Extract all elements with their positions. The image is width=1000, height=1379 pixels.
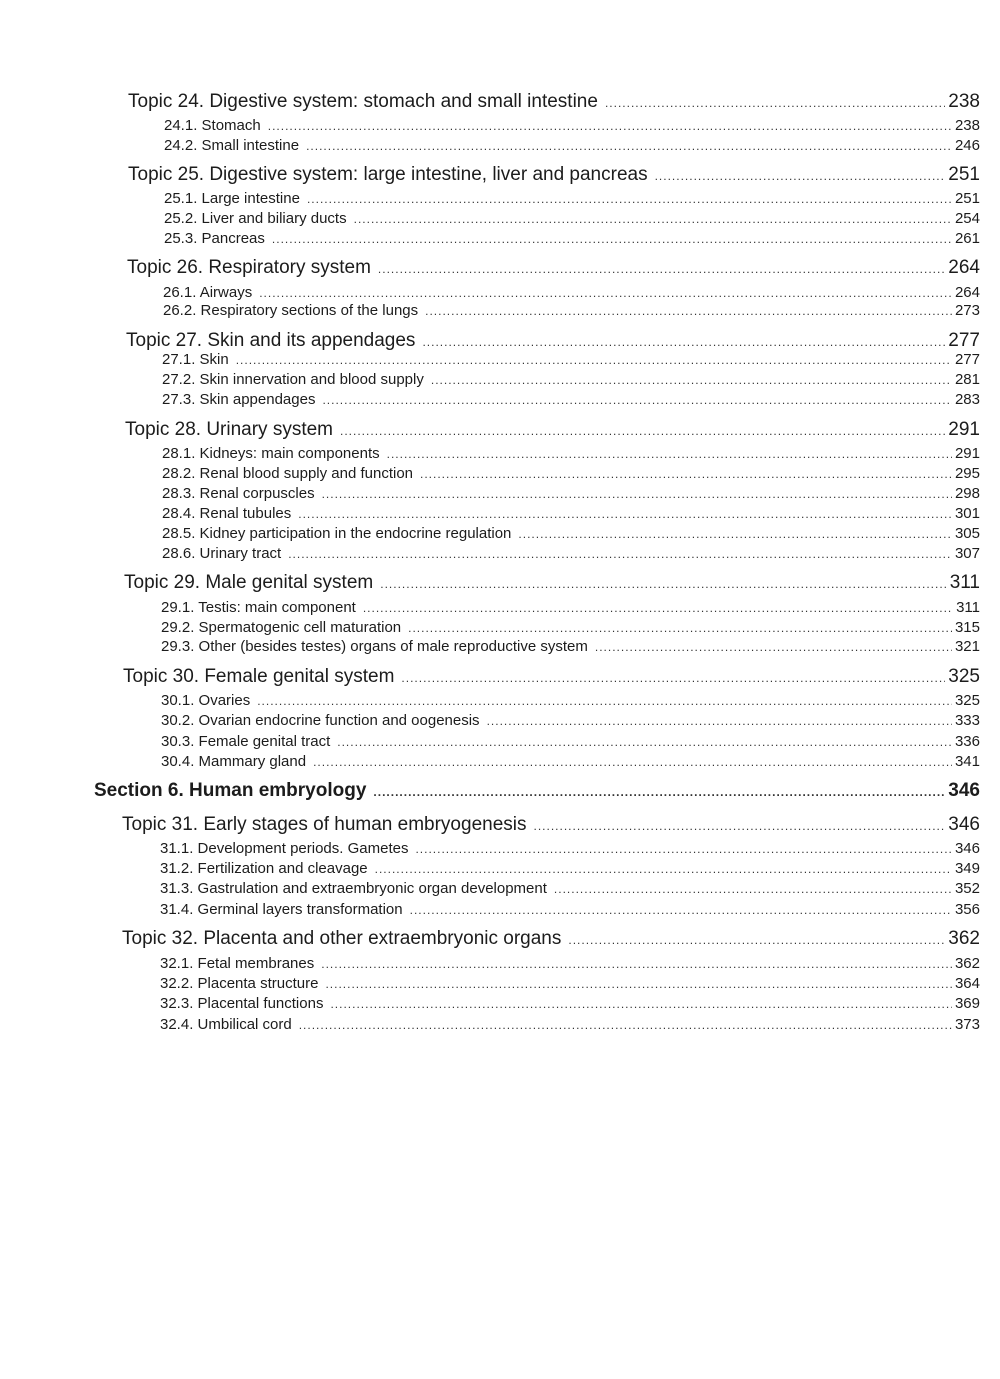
- toc-entry-label: 30.3. Female genital tract: [161, 733, 331, 750]
- dot-leader: [272, 233, 952, 245]
- toc-subtopic-entry[interactable]: [161, 638, 980, 655]
- toc-entry-label: Topic 25. Digestive system: large intestine, liver and pancreas: [128, 164, 648, 185]
- toc-page-number: 321: [954, 638, 980, 655]
- toc-page-number: 356: [954, 901, 980, 918]
- toc-entry-label: 25.2. Liver and biliary ducts: [164, 210, 347, 227]
- dot-leader: [354, 213, 952, 225]
- toc-page-number: 246: [954, 137, 980, 154]
- toc-entry-label: Topic 24. Digestive system: stomach and small intestine: [128, 91, 598, 112]
- toc-subtopic-entry[interactable]: [162, 351, 980, 368]
- toc-entry-label: 30.1. Ovaries: [161, 692, 251, 709]
- toc-page-number: 283: [954, 391, 980, 408]
- toc-entry-label: 27.2. Skin innervation and blood supply: [162, 371, 424, 388]
- dot-leader: [415, 843, 952, 855]
- toc-topic-entry[interactable]: [127, 257, 980, 279]
- toc-page-number: 341: [954, 753, 980, 770]
- toc-page-number: 311: [949, 572, 980, 593]
- toc-page-number: 349: [954, 860, 980, 877]
- toc-subtopic-entry[interactable]: [161, 692, 980, 709]
- toc-entry-label: 31.1. Development periods. Gametes: [160, 840, 409, 857]
- toc-entry-label: Section 6. Human embryology: [94, 780, 367, 801]
- toc-entry-label: Topic 28. Urinary system: [125, 419, 334, 440]
- toc-subtopic-entry[interactable]: [162, 371, 980, 388]
- dot-leader: [380, 578, 946, 590]
- toc-page-number: 261: [954, 230, 980, 247]
- dot-leader: [487, 715, 952, 727]
- toc-page-number: 346: [954, 840, 980, 857]
- toc-page-number: 291: [954, 445, 980, 462]
- toc-section-entry[interactable]: [94, 780, 980, 802]
- dot-leader: [554, 883, 952, 895]
- dot-leader: [425, 305, 952, 317]
- dot-leader: [322, 394, 952, 406]
- dot-leader: [337, 736, 952, 748]
- toc-subtopic-entry[interactable]: [164, 210, 980, 227]
- toc-subtopic-entry[interactable]: [160, 1016, 980, 1033]
- toc-subtopic-entry[interactable]: [164, 190, 980, 207]
- toc-page-number: 301: [954, 505, 980, 522]
- dot-leader: [257, 695, 952, 707]
- toc-page-number: 325: [954, 692, 980, 709]
- toc-subtopic-entry[interactable]: [160, 901, 980, 918]
- toc-subtopic-entry[interactable]: [161, 733, 980, 750]
- toc-page-number: 325: [948, 666, 980, 687]
- toc-page-number: 346: [948, 780, 980, 801]
- toc-entry-label: Topic 30. Female genital system: [123, 666, 395, 687]
- toc-entry-label: Topic 31. Early stages of human embryogenesis: [122, 814, 527, 835]
- toc-page-number: 362: [948, 928, 980, 949]
- toc-entry-label: 28.4. Renal tubules: [162, 505, 292, 522]
- dot-leader: [655, 170, 946, 182]
- toc-page-number: 373: [954, 1016, 980, 1033]
- dot-leader: [306, 140, 952, 152]
- toc-entry-label: 29.2. Spermatogenic cell maturation: [161, 619, 402, 636]
- toc-subtopic-entry[interactable]: [160, 975, 980, 992]
- dot-leader: [431, 374, 952, 386]
- toc-entry-label: Topic 26. Respiratory system: [127, 257, 371, 278]
- toc-page-number: 311: [956, 599, 980, 616]
- toc-entry-label: 24.2. Small intestine: [164, 137, 300, 154]
- dot-leader: [340, 425, 945, 437]
- toc-subtopic-entry[interactable]: [160, 995, 980, 1012]
- toc-topic-entry[interactable]: [122, 814, 980, 836]
- toc-page-number: 346: [948, 814, 980, 835]
- toc-topic-entry[interactable]: [122, 928, 980, 950]
- dot-leader: [408, 622, 952, 634]
- toc-entry-label: 32.4. Umbilical cord: [160, 1016, 292, 1033]
- toc-page-number: 254: [954, 210, 980, 227]
- toc-page-number: 291: [948, 419, 980, 440]
- toc-page-number: 264: [954, 284, 980, 301]
- toc-page-number: 295: [954, 465, 980, 482]
- toc-subtopic-entry[interactable]: [164, 137, 980, 154]
- dot-leader: [401, 672, 945, 684]
- toc-page-number: 277: [954, 351, 980, 368]
- toc-entry-label: 28.6. Urinary tract: [162, 545, 282, 562]
- toc-entry-label: 26.1. Airways: [163, 284, 253, 301]
- toc-topic-entry[interactable]: [123, 666, 980, 688]
- toc-subtopic-entry[interactable]: [164, 230, 980, 247]
- toc-entry-label: 32.3. Placental functions: [160, 995, 324, 1012]
- toc-entry-label: 31.2. Fertilization and cleavage: [160, 860, 368, 877]
- dot-leader: [422, 336, 945, 348]
- toc-entry-label: 32.1. Fetal membranes: [160, 955, 315, 972]
- toc-entry-label: Topic 27. Skin and its appendages: [126, 330, 416, 351]
- toc-page-number: 362: [954, 955, 980, 972]
- toc-page-number: 305: [954, 525, 980, 542]
- dot-leader: [321, 958, 952, 970]
- toc-page-number: 281: [954, 371, 980, 388]
- toc-entry-label: 30.2. Ovarian endocrine function and oogenesis: [161, 712, 480, 729]
- dot-leader: [568, 934, 945, 946]
- dot-leader: [595, 641, 952, 653]
- toc-topic-entry[interactable]: [125, 419, 980, 441]
- toc-entry-label: 29.1. Testis: main component: [161, 599, 356, 616]
- toc-page-number: 251: [954, 190, 980, 207]
- toc-entry-label: 25.1. Large intestine: [164, 190, 300, 207]
- toc-topic-entry[interactable]: [124, 572, 980, 594]
- toc-subtopic-entry[interactable]: [162, 445, 980, 462]
- toc-page-number: 369: [954, 995, 980, 1012]
- toc-entry-label: 31.3. Gastrulation and extraembryonic organ development: [160, 880, 547, 897]
- toc-page-number: 298: [954, 485, 980, 502]
- dot-leader: [288, 548, 952, 560]
- toc-subtopic-entry[interactable]: [162, 545, 980, 562]
- toc-entry-label: 30.4. Mammary gland: [161, 753, 307, 770]
- dot-leader: [420, 468, 952, 480]
- dot-leader: [410, 904, 952, 916]
- toc-subtopic-entry[interactable]: [162, 485, 980, 502]
- toc-entry-label: Topic 32. Placenta and other extraembryonic organs: [122, 928, 562, 949]
- dot-leader: [363, 602, 953, 614]
- dot-leader: [605, 97, 945, 109]
- toc-page-number: 364: [954, 975, 980, 992]
- toc-subtopic-entry[interactable]: [161, 619, 980, 636]
- dot-leader: [378, 263, 945, 275]
- toc-subtopic-entry[interactable]: [161, 599, 980, 616]
- toc-page-number: 238: [954, 117, 980, 134]
- toc-entry-label: 28.1. Kidneys: main components: [162, 445, 380, 462]
- dot-leader: [313, 756, 952, 768]
- dot-leader: [298, 508, 952, 520]
- toc-entry-label: 26.2. Respiratory sections of the lungs: [163, 302, 419, 319]
- toc-entry-label: 28.2. Renal blood supply and function: [162, 465, 414, 482]
- toc-entry-label: 31.4. Germinal layers transformation: [160, 901, 403, 918]
- toc-subtopic-entry[interactable]: [160, 880, 980, 897]
- toc-subtopic-entry[interactable]: [161, 712, 980, 729]
- toc-entry-label: 27.3. Skin appendages: [162, 391, 316, 408]
- dot-leader: [373, 786, 945, 798]
- toc-page-number: 273: [954, 302, 980, 319]
- toc-page-number: 264: [948, 257, 980, 278]
- toc-subtopic-entry[interactable]: [163, 284, 980, 301]
- dot-leader: [325, 978, 952, 990]
- toc-entry-label: 24.1. Stomach: [164, 117, 261, 134]
- toc-subtopic-entry[interactable]: [162, 525, 980, 542]
- toc-page-number: 352: [954, 880, 980, 897]
- toc-subtopic-entry[interactable]: [160, 860, 980, 877]
- toc-subtopic-entry[interactable]: [161, 753, 980, 770]
- dot-leader: [236, 354, 952, 366]
- dot-leader: [259, 287, 952, 299]
- dot-leader: [518, 528, 952, 540]
- toc-page-number: 315: [954, 619, 980, 636]
- toc-subtopic-entry[interactable]: [162, 505, 980, 522]
- dot-leader: [387, 448, 952, 460]
- toc-entry-label: 25.3. Pancreas: [164, 230, 265, 247]
- dot-leader: [534, 820, 946, 832]
- dot-leader: [299, 1019, 952, 1031]
- dot-leader: [375, 863, 952, 875]
- dot-leader: [307, 193, 952, 205]
- toc-page-number: 238: [948, 91, 980, 112]
- toc-subtopic-entry[interactable]: [160, 840, 980, 857]
- dot-leader: [268, 120, 952, 132]
- toc-entry-label: 29.3. Other (besides testes) organs of male reproductive system: [161, 638, 588, 655]
- dot-leader: [322, 488, 952, 500]
- toc-page-number: 307: [954, 545, 980, 562]
- toc-page-number: 333: [954, 712, 980, 729]
- toc-subtopic-entry[interactable]: [163, 302, 980, 319]
- toc-topic-entry[interactable]: [128, 164, 980, 186]
- toc-entry-label: 27.1. Skin: [162, 351, 229, 368]
- toc-page-number: 277: [948, 330, 980, 351]
- toc-topic-entry[interactable]: [128, 91, 980, 113]
- toc-subtopic-entry[interactable]: [164, 117, 980, 134]
- toc-entry-label: 28.5. Kidney participation in the endocrine regulation: [162, 525, 512, 542]
- toc-page-number: 336: [954, 733, 980, 750]
- toc-topic-entry[interactable]: [126, 330, 980, 352]
- toc-subtopic-entry[interactable]: [160, 955, 980, 972]
- toc-entry-label: 32.2. Placenta structure: [160, 975, 319, 992]
- toc-entry-label: 28.3. Renal corpuscles: [162, 485, 315, 502]
- toc-subtopic-entry[interactable]: [162, 391, 980, 408]
- dot-leader: [330, 998, 952, 1010]
- toc-page-number: 251: [948, 164, 980, 185]
- toc-subtopic-entry[interactable]: [162, 465, 980, 482]
- toc-entry-label: Topic 29. Male genital system: [124, 572, 374, 593]
